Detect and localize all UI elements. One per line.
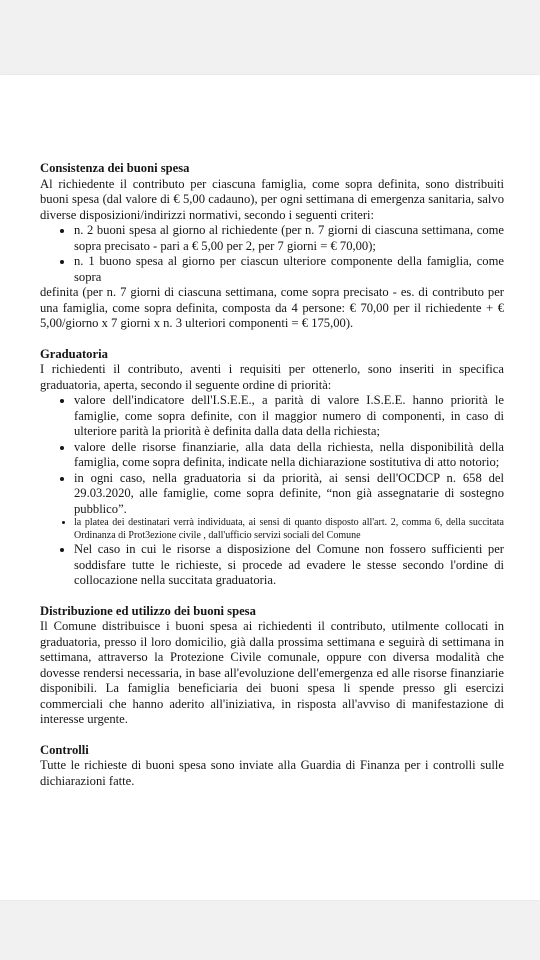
list-item: • in ogni caso, nella graduatoria si da priorità, ai sensi dell'OCDCP n. 658 del 29.03.2020, alle famiglie, come sopra definite, “non già assegnatarie di sostegno pubblico”. (74, 471, 504, 518)
document-body (40, 161, 504, 804)
section-consistenza (40, 161, 504, 332)
section-controlli (40, 743, 504, 790)
document-page (0, 75, 540, 900)
bullet-list (40, 223, 504, 285)
list-item: • Nel caso in cui le risorse a disposizione del Comune non fossero sufficienti per soddisfare tutte le richieste, si procede ad evadere le stesse secondo l'ordine di collocazione nella succitata graduatoria. (74, 542, 504, 589)
paragraph: Il Comune distribuisce i buoni spesa ai richiedenti il contributo, utilmente collocati in graduatoria, presso il loro domicilio, già dalla prossima settimana e seguirà di settimana in settimana, attraverso la Protezione Civile comunale, oppure con diversa modalità che dovesse rendersi necessaria, in base all'evoluzione dell'emergenza ed alle risorse finanziarie disponibili. La famiglia beneficiaria dei buoni spesa li spende presso gli esercizi commerciali che hanno aderito all'iniziativa, in risposta all'avviso di manifestazione di interesse urgente. (40, 619, 504, 726)
section-title: Distribuzione ed utilizzo dei buoni spesa (40, 603, 256, 618)
paragraph: Tutte le richieste di buoni spesa sono inviate alla Guardia di Finanza per i controlli sulle dichiarazioni fatte. (40, 758, 504, 788)
section-title: Controlli (40, 742, 89, 757)
list-item: • la platea dei destinatari verrà individuata, ai sensi di quanto disposto all'art. 2, comma 6, della succitata Ordinanza di Prot3ezione civile , dall'ufficio servizi sociali del Comune (74, 517, 504, 542)
list-item: • valore dell'indicatore dell'I.S.E.E., a parità di valore I.S.E.E. hanno priorità le famiglie, come sopra definite, con il maggior numero di componenti, in caso di ulteriore parità la priorità è definita dalla data della richiesta; (74, 393, 504, 440)
list-item: • n. 2 buoni spesa al giorno al richiedente (per n. 7 giorni di ciascuna settimana, come sopra precisato - pari a € 5,00 per 2, per 7 giorni = € 70,00); (74, 223, 504, 254)
list-item: • valore delle risorse finanziarie, alla data della richiesta, nella disponibilità della famiglia, come sopra definita, indicate nella dichiarazione sostitutiva di atto notorio; (74, 440, 504, 471)
section-distribuzione (40, 604, 504, 728)
paragraph: I richiedenti il contributo, aventi i requisiti per ottenerlo, sono inseriti in specifica graduatoria, aperta, secondo il seguente ordine di priorità: (40, 362, 504, 392)
section-title: Consistenza dei buoni spesa (40, 161, 190, 175)
list-item: • n. 1 buono spesa al giorno per ciascun ulteriore componente della famiglia, come sopra (74, 254, 504, 285)
section-title: Graduatoria (40, 346, 108, 361)
paragraph: definita (per n. 7 giorni di ciascuna settimana, come sopra precisato - es. di contributo per una famiglia, come sopra definita, composta da 4 persone: € 70,00 per il richiedente + € 5,00/giorno x 7 giorni x n. 3 ulteriori componenti = € 175,00). (40, 285, 504, 330)
bullet-list (40, 393, 504, 589)
section-graduatoria (40, 347, 504, 589)
paragraph: Al richiedente il contributo per ciascuna famiglia, come sopra definita, sono distribuiti buoni spesa (dal valore di € 5,00 cadauno), per ogni settimana di emergenza sanitaria, salvo diverse disposizioni/indirizzi normativi, secondo i seguenti criteri: (40, 176, 504, 222)
